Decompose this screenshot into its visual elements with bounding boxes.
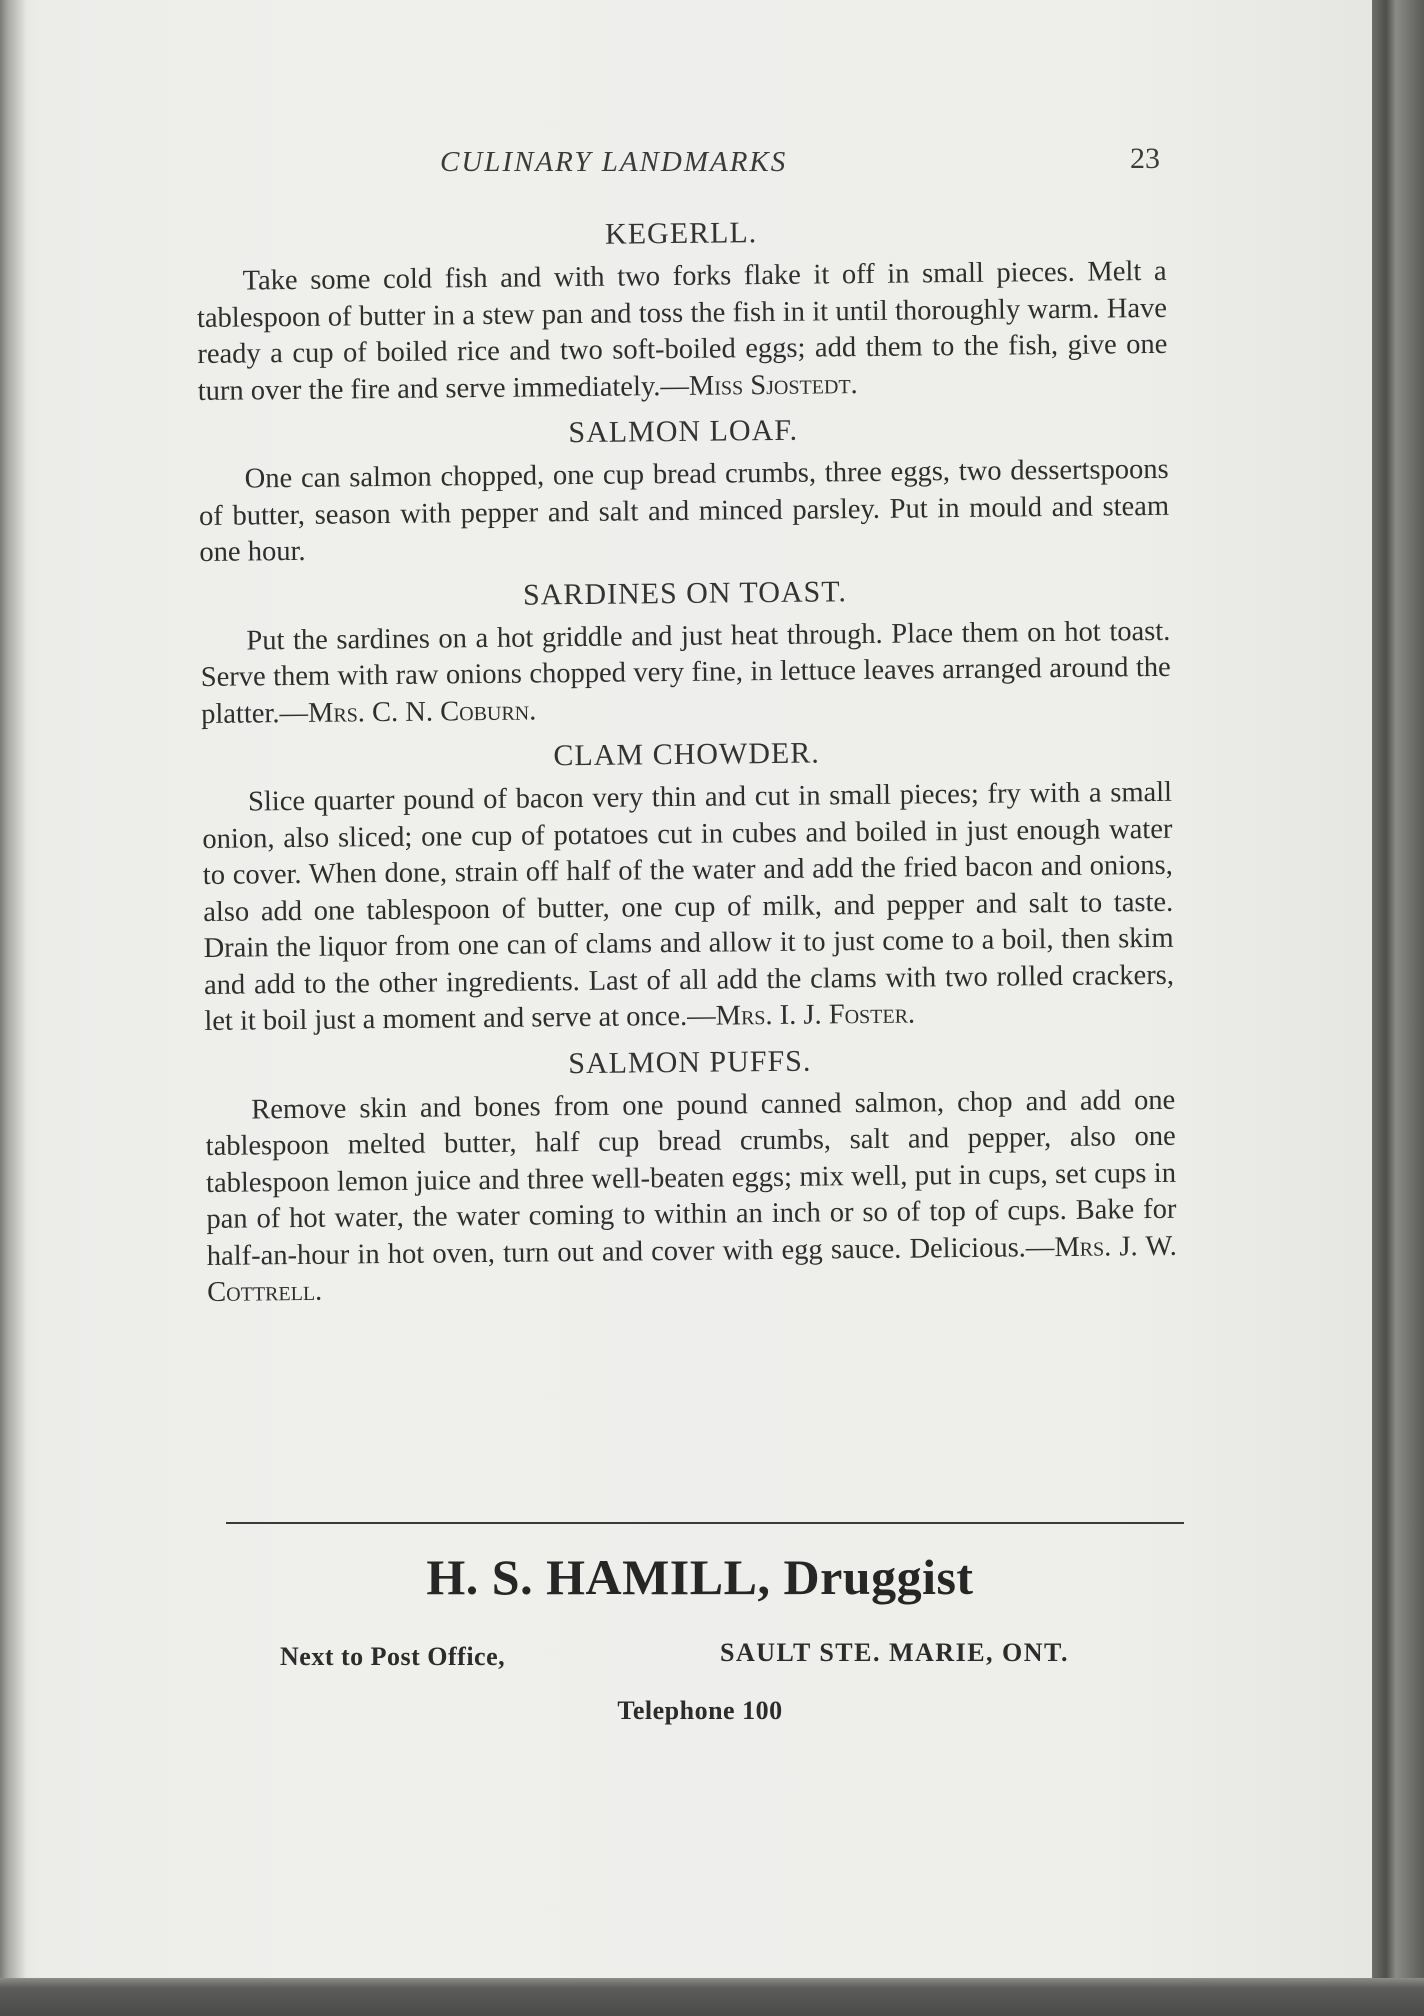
recipe-body: Remove skin and bones from one pound canned salmon, chop and add one tablespoon melted butter, half cup bread crumbs, salt and pepper, also one tablespoon lemon juice and three well-beaten eggs; mix well, put in cups, set cups in pan of hot water, the water coming to within an inch or so of top of cups. Bake for half-an-hour in hot oven, turn out and cover with egg sauce. Delicious.— xyxy=(205,1084,1177,1272)
advertisement-city: SAULT STE. MARIE, ONT. xyxy=(720,1638,1069,1667)
recipe-author: Mrs. I. J. Foster. xyxy=(715,998,916,1032)
recipe-kegerll xyxy=(196,212,1168,410)
recipe-text xyxy=(199,452,1170,572)
recipe-clam-chowder xyxy=(201,733,1174,1041)
recipe-salmon-loaf xyxy=(198,410,1170,572)
recipe-author: Miss Sjostedt. xyxy=(688,368,858,402)
recipe-title: KEGERLL. xyxy=(604,216,758,251)
recipe-body: Slice quarter pound of bacon very thin and cut in small pieces; fry with a small onion, also sliced; one cup of potatoes cut in cubes and boiled in just enough water to cover. When done, strain off half of the water and add the fried bacon and onions, also add one tablespoon of butter, one cup of milk, and pepper and salt to taste. Drain the liquor from one can of clams and allow it to just come to a boil, then skim and add to the other ingredients. Last of all add the clams with two rolled crackers, let it boil just a moment and serve at once.— xyxy=(202,776,1175,1037)
book-edge-bottom xyxy=(0,1978,1424,2016)
advertisement-divider xyxy=(226,1522,1184,1524)
recipe-text xyxy=(205,1082,1177,1311)
advertisement-name: H. S. HAMILL, Druggist xyxy=(426,1549,974,1605)
recipe-text xyxy=(196,254,1167,410)
running-head-title: CULINARY LANDMARKS xyxy=(440,146,788,178)
recipe-title: SALMON PUFFS. xyxy=(568,1044,812,1080)
recipe-body: One can salmon chopped, one cup bread crumbs, three eggs, two dessertspoons of butter, season with pepper and salt and minced parsley. Put in mould and steam one hour. xyxy=(198,453,1170,568)
advertisement-telephone: Telephone 100 xyxy=(617,1696,783,1725)
recipe-sardines-on-toast xyxy=(200,571,1172,733)
recipe-text xyxy=(202,775,1175,1041)
advertisement-location: Next to Post Office, xyxy=(280,1642,506,1671)
recipe-author: Mrs. J. W. Cottrell. xyxy=(207,1230,1177,1308)
recipe-text xyxy=(200,613,1171,733)
recipe-author: Mrs. C. N. Coburn. xyxy=(307,694,537,729)
recipe-column xyxy=(196,212,1177,1322)
recipe-title: SALMON LOAF. xyxy=(568,413,799,450)
page-number: 23 xyxy=(1130,142,1160,175)
recipe-body: Take some cold fish and with two forks flake it off in small pieces. Melt a tablespoon of butter in a stew pan and toss the fish in it until thoroughly warm. Have ready a cup of boiled rice and two soft-boiled eggs; add them to the fish, give one turn over the fire and serve immediately.— xyxy=(196,255,1168,407)
running-head xyxy=(200,142,1160,186)
recipe-body: Put the sardines on a hot griddle and just heat through. Place them on hot toast. Serve them with raw onions chopped very fine, in lettuce leaves arranged around the platter.— xyxy=(200,615,1171,730)
recipe-title: SARDINES ON TOAST. xyxy=(522,574,848,612)
book-edge-right xyxy=(1372,0,1424,2016)
recipe-salmon-puffs xyxy=(205,1040,1178,1311)
recipe-title: CLAM CHOWDER. xyxy=(553,736,820,773)
page-spine-shadow xyxy=(0,0,26,1978)
